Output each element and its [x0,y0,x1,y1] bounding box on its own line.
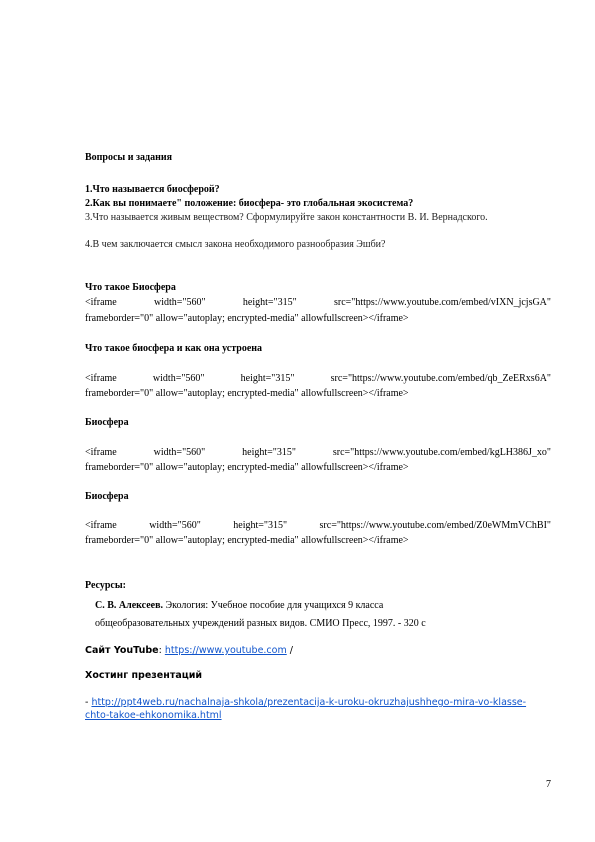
site-label: Сайт YouTube [85,645,159,656]
video-embed-3-line2: frameborder="0" allow="autoplay; encrypted-media" allowfullscreen></iframe> [85,462,409,473]
page-number: 7 [546,779,551,790]
site-separator: : [158,645,165,656]
question-2: 2.Как вы понимаете" положение: биосфера- это глобальная экосистема? [85,198,414,209]
video-title-2: Что такое биосфера и как она устроена [85,343,263,354]
question-4: 4.В чем заключается смысл закона необходимого разнообразия Эшби? [85,239,386,250]
question-3: 3.Что называется живым веществом? Сформулируйте закон константности В. И. Вернадского. [85,212,488,223]
video-title-3: Биосфера [85,417,129,428]
resources-heading: Ресурсы: [85,580,126,591]
video-embed-4-line1: <iframe width="560" height="315" src="https://www.youtube.com/embed/Z0eWMmVChBI" [85,520,551,531]
hosting-label: Хостинг презентаций [85,670,203,681]
hosting-prefix: - [85,697,92,708]
book-citation-line1 [95,600,383,611]
hosting-link-line2 [85,710,222,721]
video-embed-1-line2: frameborder="0" allow="autoplay; encrypted-media" allowfullscreen></iframe> [85,313,409,324]
video-embed-2-line1: <iframe width="560" height="315" src="https://www.youtube.com/embed/qb_ZeERxs6A" [85,373,551,384]
site-line [85,645,293,656]
site-after: / [286,645,293,656]
video-title-1: Что такое Биосфера [85,282,176,293]
book-title: Экология: Учебное пособие для учащихся 9 класса [163,600,384,611]
video-embed-1-line1: <iframe width="560" height="315" src="https://www.youtube.com/embed/vIXN_jcjsGA" [85,297,551,308]
questions-heading: Вопросы и задания [85,152,173,163]
video-embed-3-line1: <iframe width="560" height="315" src="https://www.youtube.com/embed/kgLH386J_xo" [85,447,551,458]
book-citation-line2: общеобразовательных учреждений разных видов. СМИО Пресс, 1997. - 320 с [95,618,426,629]
video-embed-4-line2: frameborder="0" allow="autoplay; encrypted-media" allowfullscreen></iframe> [85,535,409,546]
hosting-link[interactable]: http://ppt4web.ru/nachalnaja-shkola/prezentacija-k-uroku-okruzhajushhego-mira-vo-klasse- [91,697,527,708]
book-author: С. В. Алексеев. [95,600,164,611]
question-1: 1.Что называется биосферой? [85,184,220,195]
video-title-4: Биосфера [85,491,129,502]
hosting-link-continued[interactable]: chto-takoe-ehkonomika.html [85,710,222,721]
video-embed-2-line2: frameborder="0" allow="autoplay; encrypted-media" allowfullscreen></iframe> [85,388,409,399]
youtube-link[interactable]: https://www.youtube.com [164,645,287,656]
hosting-link-line1 [85,697,526,708]
